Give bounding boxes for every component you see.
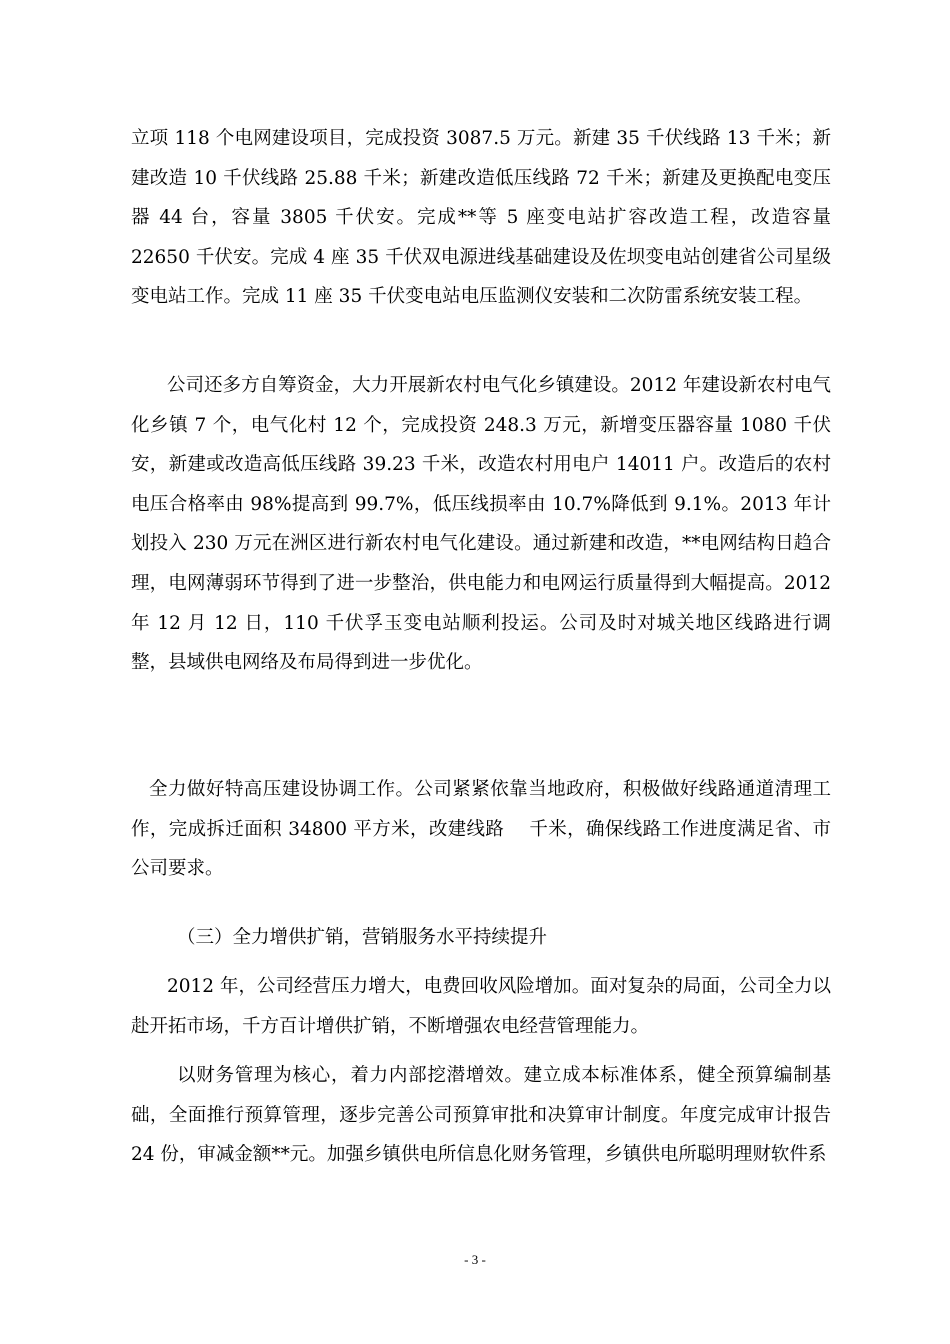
paragraph-uhv-coordination: 全力做好特高压建设协调工作。公司紧紧依靠当地政府，积极做好线路通道清理工作，完成拆迁面积 34800 平方米，改建线路 千米，确保线路工作进度满足省、市公司要求。	[131, 779, 831, 880]
paragraph-market-expansion: 2012 年，公司经营压力增大，电费回收风险增加。面对复杂的局面，公司全力以赴开拓市场，千方百计增供扩销，不断增强农电经营管理能力。	[131, 976, 831, 1037]
page-number: - 3 -	[464, 1252, 486, 1267]
paragraph-rural-electrification: 公司还多方自筹资金，大力开展新农村电气化乡镇建设。2012 年建设新农村电气化乡镇 7 个，电气化村 12 个，完成投资 248.3 万元，新增变压器容量 1080 千伏安，新建或改造高低压线路 39.23 千米，改造农村用电户 14011 户。改造后的农村电压合格率由 98%提高到 99.7%，低压线损率由 10.7%降低到 9.1%。2013 年计划投入 230 万元在洲区进行新农村电气化建设。通过新建和改造，**电网结构日趋合理，电网薄弱环节得到了进一步整治，供电能力和电网运行质量得到大幅提高。2012 年 12 月 12 日，110 千伏孚玉变电站顺利投运。公司及时对城关地区线路进行调整，县域供电网络及布局得到进一步优化。	[131, 375, 831, 674]
paragraph-grid-construction: 立项 118 个电网建设项目，完成投资 3087.5 万元。新建 35 千伏线路 13 千米；新建改造 10 千伏线路 25.88 千米；新建改造低压线路 72 千米；新建及更换配电变压器 44 台，容量 3805 千伏安。完成**等 5 座变电站扩容改造工程，改造容量 22650 千伏安。完成 4 座 35 千伏双电源进线基础建设及佐坝变电站创建省公司星级变电站工作。完成 11 座 35 千伏变电站电压监测仪安装和二次防雷系统安装工程。	[131, 128, 831, 308]
section-heading: （三）全力增供扩销，营销服务水平持续提升	[177, 927, 548, 948]
paragraph-financial-management: 以财务管理为核心，着力内部挖潜增效。建立成本标准体系，健全预算编制基础，全面推行预算管理，逐步完善公司预算审批和决算审计制度。年度完成审计报告 24 份，审减金额**元。加强乡镇供电所信息化财务管理，乡镇供电所聪明理财软件系	[131, 1065, 831, 1166]
